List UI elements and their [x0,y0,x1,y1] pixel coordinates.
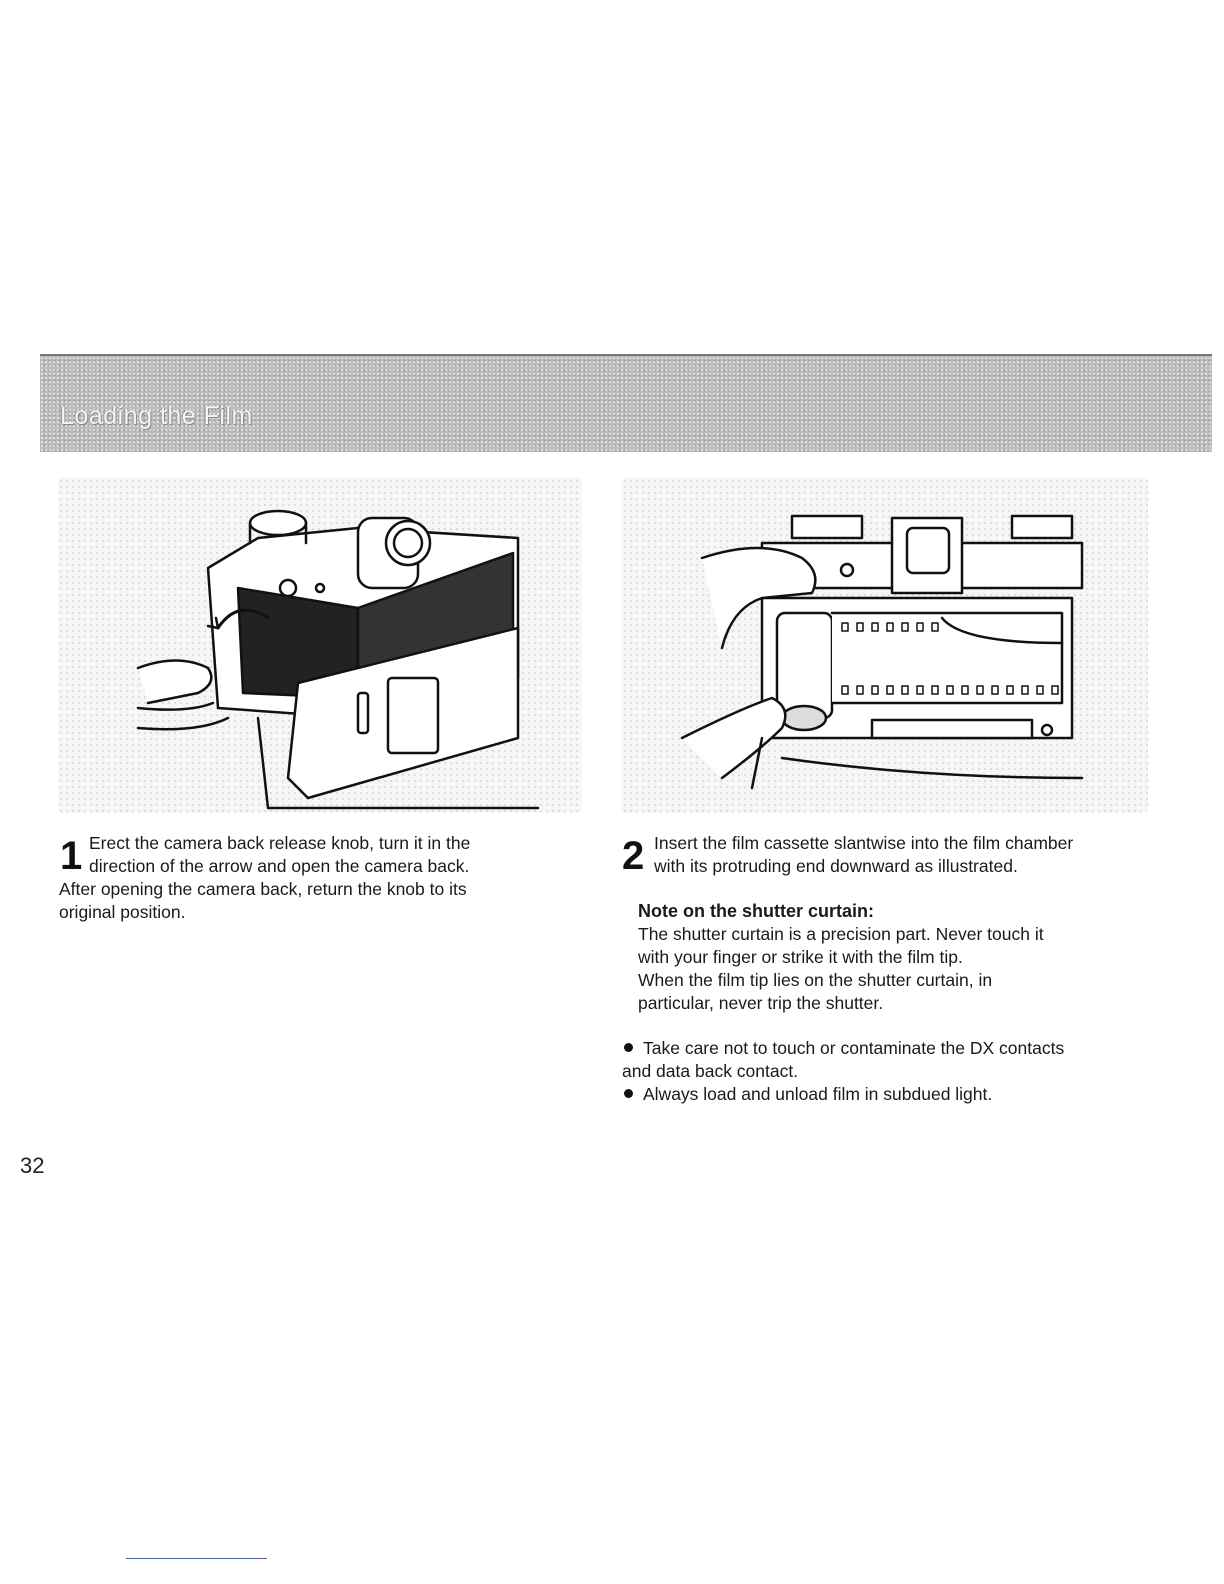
section-title: Loading the Film [60,402,253,430]
page-number: 32 [20,1153,45,1178]
bullet-item-2 [622,1083,992,1106]
note-line-1: The shutter curtain is a precision part. Never touch it [638,924,1044,944]
bullet-item-1 [622,1037,1064,1060]
note-line-4: particular, never trip the shutter. [638,993,884,1013]
note-line-3: When the film tip lies on the shutter curtain, in [638,970,993,990]
bullet-1-line-1: Take care not to touch or contaminate the DX contacts [643,1038,1065,1058]
step-1-number: 1 [60,834,83,878]
step-1-text-line-1: Erect the camera back release knob, turn it in the [89,833,471,853]
note-heading: Note on the shutter curtain: [638,901,875,921]
camera-back-line-drawing [58,478,582,813]
bullet-icon [624,1089,633,1098]
section-header-banner [40,354,1212,452]
step-2-text-line-2: with its protruding end downward as illustrated. [654,856,1018,876]
step-2-text-line-1: Insert the film cassette slantwise into the film chamber [654,833,1074,853]
step-1-text-line-4: original position. [59,902,186,922]
bullet-1-line-2: and data back contact. [622,1061,799,1081]
footer-rule [126,1558,267,1559]
step-1-text-line-3: After opening the camera back, return the knob to its [59,879,467,899]
bullet-2-line-1: Always load and unload film in subdued light. [643,1084,993,1104]
step-1-text-line-2: direction of the arrow and open the camera back. [89,856,470,876]
camera-back-opening-illustration [58,478,582,813]
note-line-2: with your finger or strike it with the film tip. [638,947,963,967]
step-2-number: 2 [622,834,645,878]
film-cassette-insert-illustration [622,478,1148,813]
bullet-icon [624,1043,633,1052]
film-chamber-line-drawing [622,478,1148,813]
